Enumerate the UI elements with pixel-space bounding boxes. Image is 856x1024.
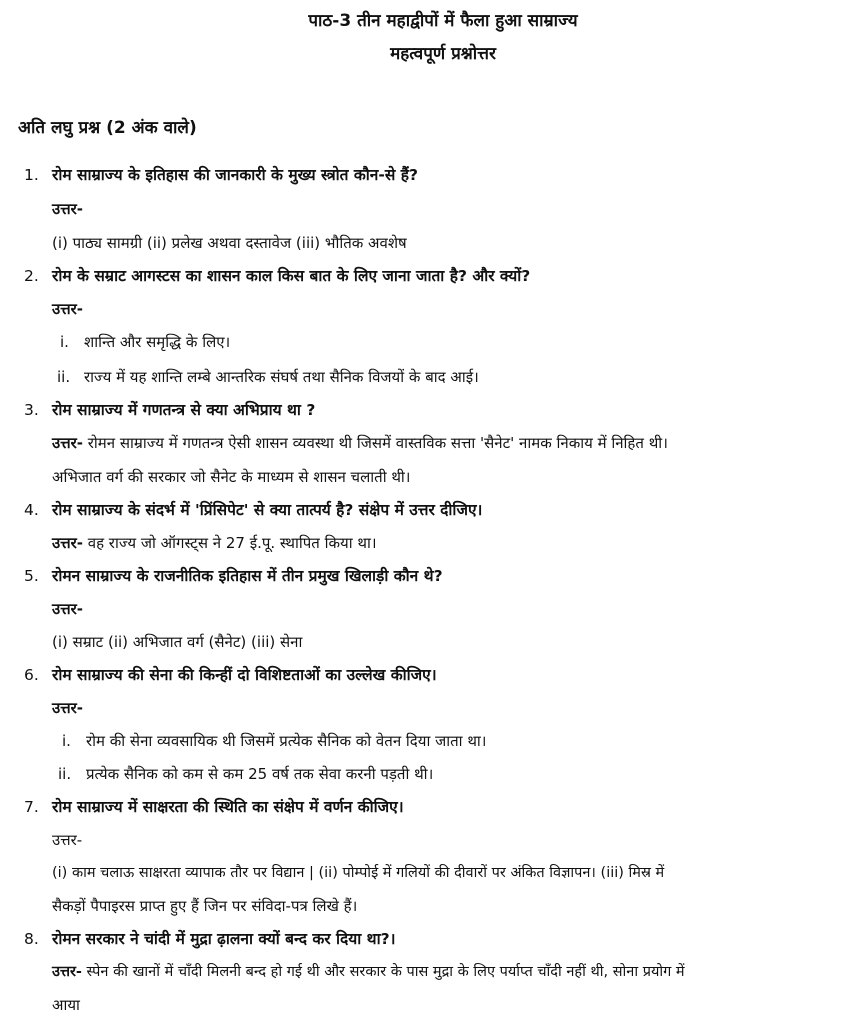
list-marker: ii.: [58, 765, 72, 783]
question-number: 7.: [24, 798, 39, 816]
question-number: 6.: [24, 666, 39, 684]
answer-point: रोम की सेना व्यवसायिक थी जिसमें प्रत्येक सैनिक को वेतन दिया जाता था।: [86, 732, 487, 750]
answer-text: (i) सम्राट (ii) अभिजात वर्ग (सैनेट) (iii) सेना: [52, 633, 303, 651]
section-heading: अति लघु प्रश्न (2 अंक वाले): [18, 118, 197, 138]
question-text: रोमन सरकार ने चांदी में मुद्रा ढ़ालना क्यों बन्द कर दिया था?।: [52, 930, 396, 948]
question-number: 1.: [24, 166, 39, 184]
answer-line: [52, 533, 377, 553]
answer-text: आया: [52, 996, 80, 1014]
answer-label: उत्तर-: [52, 434, 83, 452]
answer-point: प्रत्येक सैनिक को कम से कम 25 वर्ष तक सेवा करनी पड़ती थी।: [86, 765, 434, 783]
question-text: रोम साम्राज्य में साक्षरता की स्थिति का संक्षेप में वर्णन कीजिए।: [52, 798, 404, 816]
answer-text: वह राज्य जो ऑगस्ट्स ने 27 ई.पू. स्थापित किया था।: [87, 534, 377, 552]
question-text: रोम साम्राज्य के संदर्भ में 'प्रिंसिपेट' से क्या तात्पर्य है? संक्षेप में उत्तर दीजिए।: [52, 501, 483, 519]
answer-text: रोमन साम्राज्य में गणतन्त्र ऐसी शासन व्यवस्था थी जिसमें वास्तविक सत्ता 'सैनेट' नामक निकाय में निहित थी।: [87, 434, 668, 452]
question-number: 2.: [24, 267, 39, 285]
answer-line: [52, 433, 668, 453]
question-text: रोम साम्राज्य के इतिहास की जानकारी के मुख्य स्त्रोत कौन-से हैं?: [52, 166, 418, 184]
list-marker: i.: [62, 732, 71, 750]
page-subtitle: महत्वपूर्ण प्रश्नोत्तर: [390, 44, 496, 64]
question-text: रोमन साम्राज्य के राजनीतिक इतिहास में तीन प्रमुख खिलाड़ी कौन थे?: [52, 567, 443, 585]
answer-text: सैकड़ों पैपाइरस प्राप्त हुए हैं जिन पर संविदा-पत्र लिखे हैं।: [52, 897, 358, 915]
question-text: रोम के सम्राट आगस्टस का शासन काल किस बात के लिए जाना जाता है? और क्यों?: [52, 267, 531, 285]
answer-label: उत्तर-: [52, 600, 83, 618]
answer-label: उत्तर-: [52, 534, 83, 552]
question-number: 4.: [24, 501, 39, 519]
answer-label: उत्तर-: [52, 200, 83, 218]
answer-line: [52, 962, 685, 982]
answer-text: (i) काम चलाऊ साक्षरता व्यापाक तौर पर विद्यान | (ii) पोम्पोई में गलियों की दीवारों पर अंकित विज्ञापन। (iii) मिस्र में: [52, 865, 665, 881]
answer-label: उत्तर-: [52, 300, 83, 318]
question-number: 5.: [24, 567, 39, 585]
answer-text: स्पेन की खानों में चाँदी मिलनी बन्द हो गई थी और सरकार के पास मुद्रा के लिए पर्याप्त चाँदी नहीं थी, सोना प्रयोग में: [86, 964, 685, 980]
question-text: रोम साम्राज्य में गणतन्त्र से क्या अभिप्राय था ?: [52, 401, 316, 419]
page-title: पाठ-3 तीन महाद्वीपों में फैला हुआ साम्राज्य: [308, 11, 578, 31]
list-marker: i.: [60, 333, 69, 351]
list-marker: ii.: [57, 368, 71, 386]
answer-text: अभिजात वर्ग की सरकार जो सैनेट के माध्यम से शासन चलाती थी।: [52, 468, 411, 486]
answer-label: उत्तर-: [52, 699, 83, 717]
question-number: 3.: [24, 401, 39, 419]
answer-point: शान्ति और समृद्धि के लिए।: [84, 333, 231, 351]
answer-point: राज्य में यह शान्ति लम्बे आन्तरिक संघर्ष तथा सैनिक विजयों के बाद आई।: [84, 368, 479, 386]
question-number: 8.: [24, 930, 39, 948]
question-text: रोम साम्राज्य की सेना की किन्हीं दो विशिष्टताओं का उल्लेख कीजिए।: [52, 666, 437, 684]
answer-text: (i) पाठ्य सामग्री (ii) प्रलेख अथवा दस्तावेज (iii) भौतिक अवशेष: [52, 234, 407, 252]
answer-label: उत्तर-: [52, 964, 82, 980]
answer-label: उत्तर-: [52, 831, 83, 849]
